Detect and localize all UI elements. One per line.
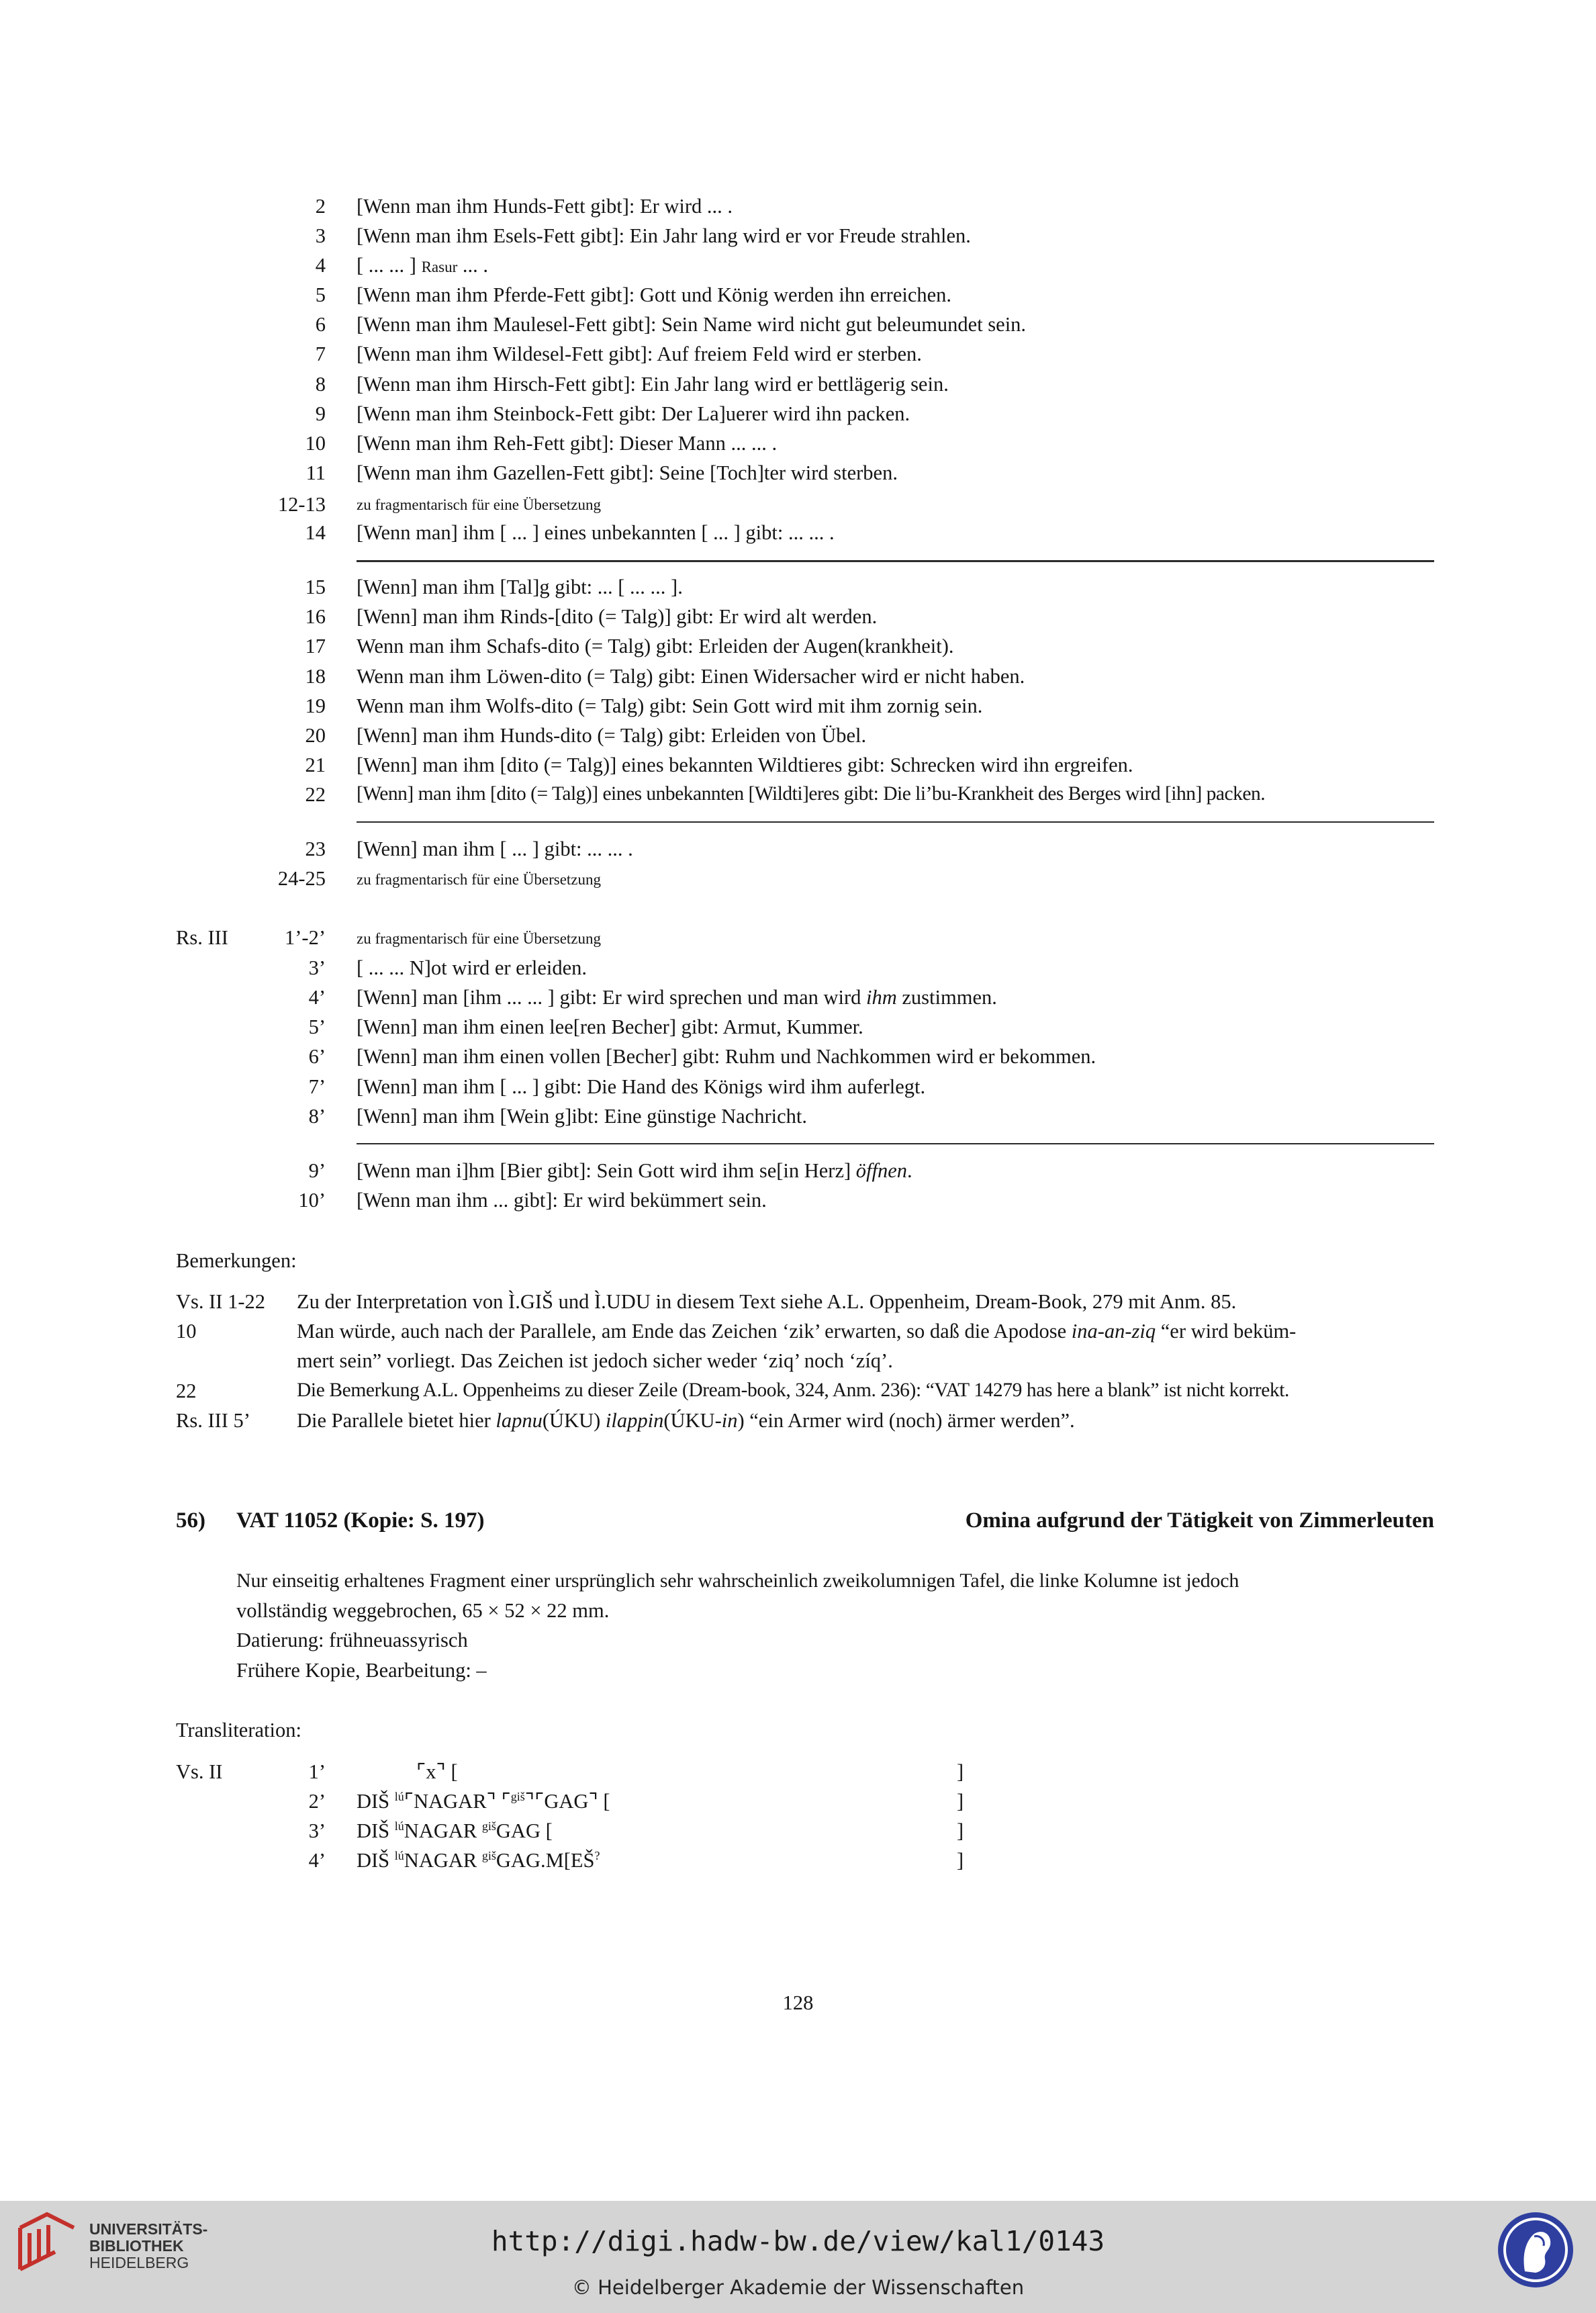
remarks-heading: Bemerkungen: xyxy=(176,1249,297,1272)
line-number: 3 xyxy=(315,224,326,247)
line-number: 7 xyxy=(315,343,326,365)
omen-line: [Wenn man] ihm [ ... ] eines unbekannten [ ... ] gibt: ... ... . xyxy=(357,521,835,544)
transliteration-line: DIŠ $^{lú}$⌜NAGAR⌝ ⌜$^{giš}$⌝⌜GAG⌝ [ xyxy=(357,1790,610,1813)
side-label: Vs. II xyxy=(176,1760,223,1783)
omen-line: Wenn man ihm Schafs-dito (= Talg) gibt: Erleiden der Augen(krankheit). xyxy=(357,635,954,657)
line-number: 22 xyxy=(305,783,326,806)
omen-line: [Wenn man ihm Maulesel-Fett gibt]: Sein Name wird nicht gut beleumundet sein. xyxy=(357,313,1027,336)
transliteration-line: DIŠ $^{lú}$NAGAR $^{giš}$GAG [ xyxy=(357,1819,553,1842)
line-number: 12-13 xyxy=(277,493,326,516)
entry-description: Nur einseitig erhaltenes Fragment einer ursprünglich sehr wahrscheinlich zweikolumnigen Tafel, die linke Kolumne ist jedoch xyxy=(236,1570,1239,1592)
omen-line: [Wenn] man ihm Hunds-dito (= Talg) gibt: Erleiden von Übel. xyxy=(357,724,867,747)
omen-line: [ ... ... N]ot wird er erleiden. xyxy=(357,956,588,979)
entry-number: 56) xyxy=(176,1508,205,1533)
omen-line: Wenn man ihm Löwen-dito (= Talg) gibt: Einen Widersacher wird er nicht haben. xyxy=(357,665,1025,688)
line-number: 16 xyxy=(305,605,326,628)
academy-seal-icon xyxy=(1495,2210,1576,2290)
line-number: 5’ xyxy=(308,1015,326,1038)
line-number: 4’ xyxy=(308,1849,326,1872)
section-divider xyxy=(357,1143,1434,1144)
line-number: 14 xyxy=(305,521,326,544)
line-number: 5 xyxy=(315,283,326,306)
closing-bracket: ] xyxy=(957,1760,964,1783)
line-number: 3’ xyxy=(308,956,326,979)
entry-title: VAT 11052 (Kopie: S. 197) xyxy=(236,1508,485,1533)
entry-description-continued: vollständig weggebrochen, 65 × 52 × 22 mm. xyxy=(236,1599,610,1622)
line-number: 8 xyxy=(315,373,326,396)
transliteration-line: ⌜x⌝ [ xyxy=(416,1760,458,1783)
closing-bracket: ] xyxy=(957,1790,964,1813)
omen-line: [Wenn man ihm Wildesel-Fett gibt]: Auf freiem Feld wird er sterben. xyxy=(357,343,922,365)
omen-line: zu fragmentarisch für eine Übersetzung xyxy=(357,930,602,947)
omen-line: zu fragmentarisch für eine Übersetzung xyxy=(357,496,602,513)
omen-line: [Wenn man ihm Esels-Fett gibt]: Ein Jahr lang wird er vor Freude strahlen. xyxy=(357,224,971,247)
line-number: 1’-2’ xyxy=(285,926,326,949)
remark-reference: 22 xyxy=(176,1379,197,1402)
omen-line: [Wenn] man ihm Rinds-[dito (= Talg)] gibt: Er wird alt werden. xyxy=(357,605,878,628)
line-number: 4 xyxy=(315,254,326,277)
remark-text: Man würde, auch nach der Parallele, am Ende das Zeichen ‘zik’ erwarten, so daß die Apodose ina-an-ziq “er wird beküm- xyxy=(297,1320,1297,1343)
entry-prior-copy: Frühere Kopie, Bearbeitung: – xyxy=(236,1659,487,1682)
line-number: 8’ xyxy=(308,1105,326,1128)
remark-reference: Vs. II 1-22 xyxy=(176,1290,265,1313)
line-number: 17 xyxy=(305,635,326,657)
omen-line: [Wenn man ihm ... gibt]: Er wird bekümmert sein. xyxy=(357,1189,767,1212)
omen-line: [Wenn] man ihm einen lee[ren Becher] gibt: Armut, Kummer. xyxy=(357,1015,863,1038)
omen-line: [Wenn man ihm Gazellen-Fett gibt]: Seine [Toch]ter wird sterben. xyxy=(357,461,898,484)
omen-line: [Wenn] man ihm [dito (= Talg)] eines bekannten Wildtieres gibt: Schrecken wird ihn ergreifen. xyxy=(357,754,1133,776)
line-number: 6’ xyxy=(308,1045,326,1068)
omen-line: [Wenn man ihm Hirsch-Fett gibt]: Ein Jahr lang wird er bettlägerig sein. xyxy=(357,373,949,396)
line-number: 15 xyxy=(305,576,326,598)
side-label: Rs. III xyxy=(176,926,228,949)
omen-line: [Wenn man ihm Steinbock-Fett gibt: Der La]uerer wird ihn packen. xyxy=(357,402,910,425)
omen-line: [Wenn] man ihm [Tal]g gibt: ... [ ... ... ]. xyxy=(357,576,683,598)
line-number: 9’ xyxy=(308,1159,326,1182)
entry-dating: Datierung: frühneuassyrisch xyxy=(236,1629,468,1651)
line-number: 9 xyxy=(315,402,326,425)
library-name: UNIVERSITÄTS- BIBLIOTHEK HEIDELBERG xyxy=(89,2220,208,2271)
line-number: 20 xyxy=(305,724,326,747)
section-divider xyxy=(357,821,1434,823)
rasur-note: Rasur xyxy=(421,259,458,275)
line-number: 3’ xyxy=(308,1819,326,1842)
section-divider xyxy=(357,560,1434,562)
transliteration-heading: Transliteration: xyxy=(176,1719,301,1741)
entry-subject: Omina aufgrund der Tätigkeit von Zimmerleuten xyxy=(965,1508,1434,1533)
remark-text: Die Bemerkung A.L. Oppenheims zu dieser Zeile (Dream-book, 324, Anm. 236): “VAT 14279 has here a blank” ist nicht korrekt. xyxy=(297,1379,1290,1401)
remark-text-continued: mert sein” vorliegt. Das Zeichen ist jedoch sicher weder ‘ziq’ noch ‘zíq’. xyxy=(297,1349,893,1372)
line-number: 11 xyxy=(306,461,326,484)
copyright-notice: © Heidelberger Akademie der Wissenschaften xyxy=(571,2276,1025,2299)
omen-line: [Wenn] man ihm einen vollen [Becher] gibt: Ruhm und Nachkommen wird er bekommen. xyxy=(357,1045,1096,1068)
omen-line: [Wenn man ihm Pferde-Fett gibt]: Gott und König werden ihn erreichen. xyxy=(357,283,952,306)
closing-bracket: ] xyxy=(957,1849,964,1872)
remark-text: Zu der Interpretation von Ì.GIŠ und Ì.UDU in diesem Text siehe A.L. Oppenheim, Dream-Book, 279 mit Anm. 85. xyxy=(297,1290,1237,1313)
line-number: 23 xyxy=(305,837,326,860)
line-number: 10 xyxy=(305,432,326,455)
remark-reference: 10 xyxy=(176,1320,197,1343)
omen-line: [Wenn man ihm Hunds-Fett gibt]: Er wird ... . xyxy=(357,195,733,218)
line-number: 2’ xyxy=(308,1790,326,1813)
line-number: 19 xyxy=(305,694,326,717)
line-number: 4’ xyxy=(308,986,326,1009)
line-number: 6 xyxy=(315,313,326,336)
remark-text: Die Parallele bietet hier lapnu(ÚKU) ilappin(ÚKU-in) “ein Armer wird (noch) ärmer werden”. xyxy=(297,1409,1075,1432)
line-number: 1’ xyxy=(308,1760,326,1783)
omen-line: zu fragmentarisch für eine Übersetzung xyxy=(357,871,602,888)
omen-line: [Wenn] man ihm [ ... ] gibt: Die Hand des Königs wird ihm auferlegt. xyxy=(357,1075,926,1098)
omen-line: [Wenn] man ihm [Wein g]ibt: Eine günstige Nachricht. xyxy=(357,1105,807,1128)
line-number: 2 xyxy=(315,195,326,218)
omen-line: [Wenn] man ihm [dito (= Talg)] eines unbekannten [Wildti]eres gibt: Die li’bu-Krankheit des Berges wird [ihn] packen. xyxy=(357,783,1266,805)
omen-line: [Wenn man ihm Reh-Fett gibt]: Dieser Mann ... ... . xyxy=(357,432,778,455)
line-number: 7’ xyxy=(308,1075,326,1098)
omen-line: [ ... ... ] Rasur ... . xyxy=(357,254,488,277)
line-number: 24-25 xyxy=(277,867,326,890)
transliteration-line: DIŠ $^{lú}$NAGAR $^{giš}$GAG.M[EŠ? xyxy=(357,1849,600,1872)
closing-bracket: ] xyxy=(957,1819,964,1842)
line-number: 21 xyxy=(305,754,326,776)
permalink-url[interactable]: http://digi.hadw-bw.de/view/kal1/0143 xyxy=(491,2225,1105,2257)
line-number: 18 xyxy=(305,665,326,688)
page-number: 128 xyxy=(782,1991,814,2014)
remark-reference: Rs. III 5’ xyxy=(176,1409,250,1432)
omen-line: [Wenn] man ihm [ ... ] gibt: ... ... . xyxy=(357,837,633,860)
omen-line: [Wenn man i]hm [Bier gibt]: Sein Gott wird ihm se[in Herz] öffnen. xyxy=(357,1159,912,1182)
line-number: 10’ xyxy=(298,1189,326,1212)
omen-line: Wenn man ihm Wolfs-dito (= Talg) gibt: Sein Gott wird mit ihm zornig sein. xyxy=(357,694,983,717)
omen-line: [Wenn] man [ihm ... ... ] gibt: Er wird sprechen und man wird ihm zustimmen. xyxy=(357,986,997,1009)
